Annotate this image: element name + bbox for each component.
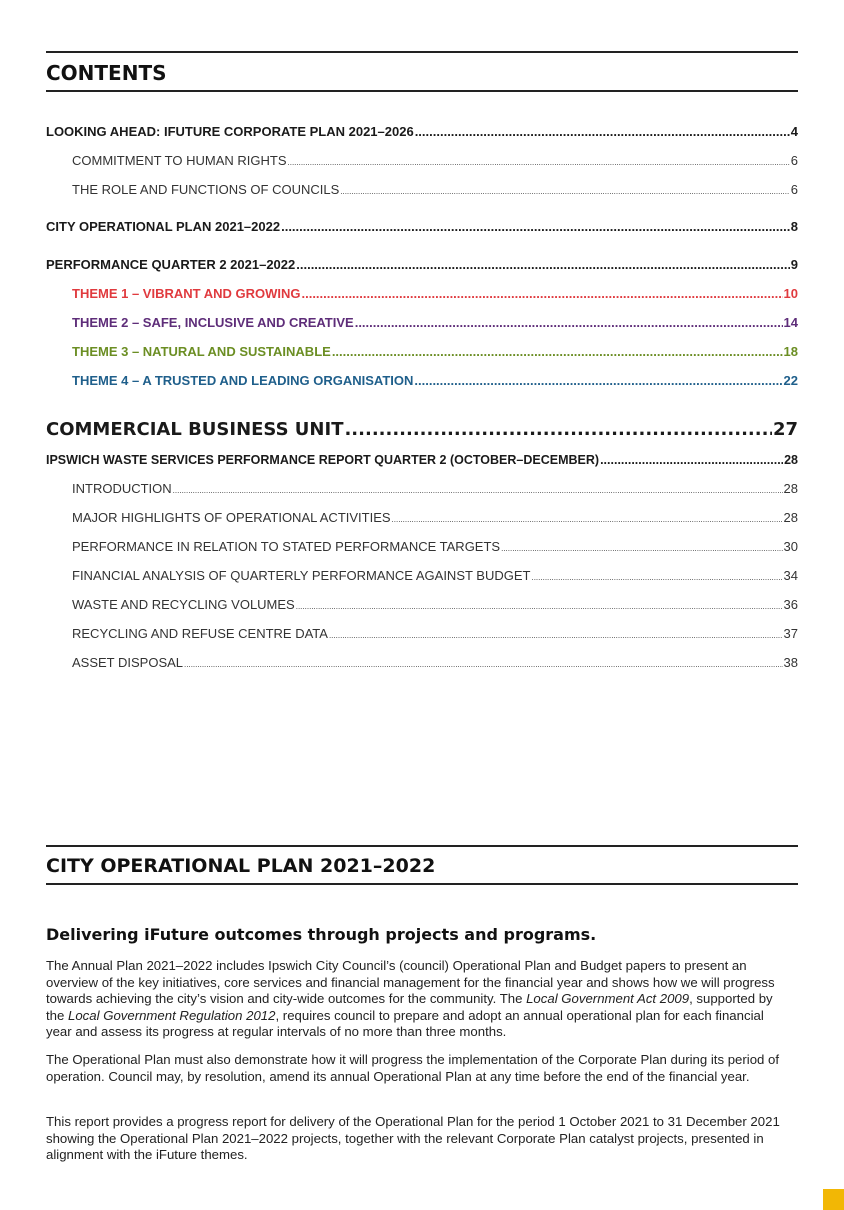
- toc-entry[interactable]: MAJOR HIGHLIGHTS OF OPERATIONAL ACTIVITIES ..... 28: [72, 510, 798, 528]
- toc-entry[interactable]: FINANCIAL ANALYSIS OF QUARTERLY PERFORMANCE AGAINST BUDGET ..... 34: [72, 568, 798, 586]
- toc-entry[interactable]: CITY OPERATIONAL PLAN 2021–2022 ..... 8: [46, 219, 798, 235]
- toc-entry[interactable]: THE ROLE AND FUNCTIONS OF COUNCILS ..... 6: [72, 182, 798, 200]
- toc-entry[interactable]: IPSWICH WASTE SERVICES PERFORMANCE REPORT QUARTER 2 (OCTOBER–DECEMBER) ..... 28: [46, 452, 798, 468]
- toc-entry-theme-4[interactable]: THEME 4 – A TRUSTED AND LEADING ORGANISATION ..... 22: [72, 373, 798, 389]
- operational-plan-top-rule: [46, 845, 798, 847]
- operational-plan-title: CITY OPERATIONAL PLAN 2021–2022: [46, 855, 436, 877]
- contents-title: CONTENTS: [46, 61, 167, 85]
- toc-entry[interactable]: RECYCLING AND REFUSE CENTRE DATA ..... 37: [72, 626, 798, 644]
- operational-plan-subtitle: Delivering iFuture outcomes through projects and programs.: [46, 925, 597, 944]
- toc-entry-theme-2[interactable]: THEME 2 – SAFE, INCLUSIVE AND CREATIVE ..... 14: [72, 315, 798, 331]
- toc-entry[interactable]: WASTE AND RECYCLING VOLUMES ..... 36: [72, 597, 798, 615]
- contents-top-rule: [46, 51, 798, 53]
- operational-plan-bottom-rule: [46, 883, 798, 885]
- toc-entry-theme-3[interactable]: THEME 3 – NATURAL AND SUSTAINABLE ..... 18: [72, 344, 798, 360]
- toc-entry[interactable]: PERFORMANCE QUARTER 2 2021–2022 ..... 9: [46, 257, 798, 273]
- paragraph-progress-report: This report provides a progress report for delivery of the Operational Plan for the period 1 October 2021 to 31 December 2021 showing the Operational Plan 2021–2022 projects, together with the relevant Corporate Plan catalyst projects, presented in alignment with the iFuture themes.: [46, 1114, 780, 1162]
- paragraph-operational-plan: The Operational Plan must also demonstrate how it will progress the implementation of the Corporate Plan during its period of operation. Council may, by resolution, amend its annual Operational Plan at any time before the end of the financial year.: [46, 1052, 780, 1084]
- toc-entry[interactable]: ASSET DISPOSAL ..... 38: [72, 655, 798, 673]
- contents-bottom-rule: [46, 90, 798, 92]
- toc-entry[interactable]: PERFORMANCE IN RELATION TO STATED PERFORMANCE TARGETS ..... 30: [72, 539, 798, 557]
- toc-entry[interactable]: COMMITMENT TO HUMAN RIGHTS ..... 6: [72, 153, 798, 171]
- toc-entry[interactable]: INTRODUCTION ..... 28: [72, 481, 798, 499]
- page-corner-tab: [823, 1189, 844, 1210]
- toc-entry-commercial-business-unit[interactable]: COMMERCIAL BUSINESS UNIT ..... 27: [46, 419, 798, 441]
- paragraph-annual-plan: The Annual Plan 2021–2022 includes Ipswich City Council’s (council) Operational Plan and Budget papers to present an overview of the key initiatives, core services and financial management for the financial year and shows how we will progress towards achieving the city’s vision and city-wide outcomes for the community. The Local Government Act 2009, supported by the Local Government Regulation 2012, requires council to prepare and adopt an annual operational plan for each financial year and assess its progress at regular intervals of no more than three months.: [46, 958, 775, 1039]
- toc-entry-theme-1[interactable]: THEME 1 – VIBRANT AND GROWING ..... 10: [72, 286, 798, 302]
- toc-entry[interactable]: LOOKING AHEAD: IFUTURE CORPORATE PLAN 2021–2026 ..... 4: [46, 124, 798, 140]
